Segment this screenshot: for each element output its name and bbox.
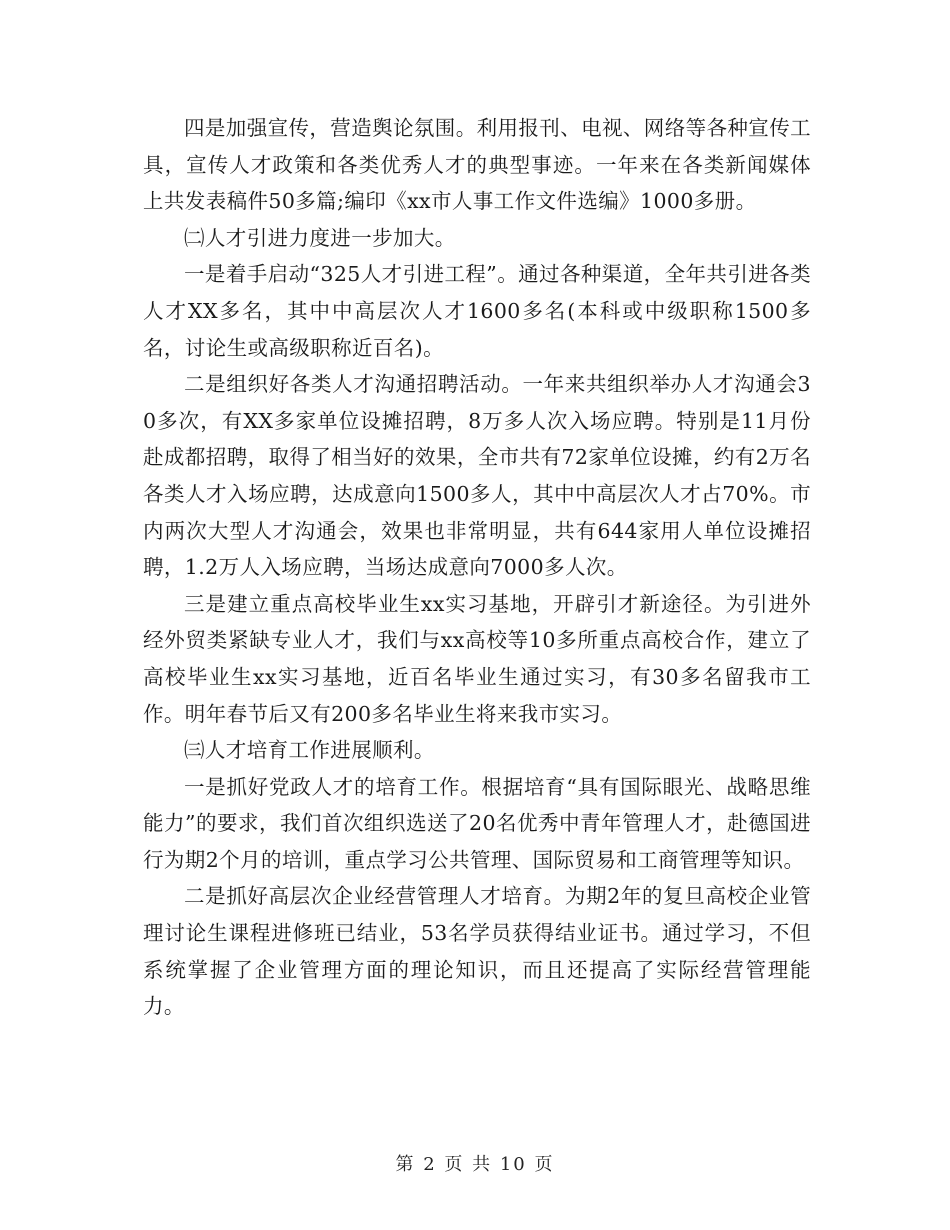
paragraph-recruitment-events: 二是组织好各类人才沟通招聘活动。一年来共组织举办人才沟通会30多次，有XX多家单位设摊招聘，8万多人次入场应聘。特别是11月份赴成都招聘，取得了相当好的效果，全市共有72家单位设摊，约有2万名各类人才入场应聘，达成意向1500多人，其中中高层次人才占70%。市内两次大型人才沟通会，效果也非常明显，共有644家用人单位设摊招聘，1.2万人入场应聘，当场达成意向7000多人次。 [143, 372, 811, 580]
paragraph-party-talent-training: 一是抓好党政人才的培育工作。根据培育“具有国际眼光、战略思维能力”的要求，我们首次组织选送了20名优秀中青年管理人才，赴德国进行为期2个月的培训，重点学习公共管理、国际贸易和工商管理等知识。 [143, 774, 811, 872]
page-footer: 第 2 页 共 10 页 [395, 1154, 555, 1175]
paragraph-enterprise-management-training: 二是抓好高层次企业经营管理人才培育。为期2年的复旦高校企业管理讨论生课程进修班已结业，53名学员获得结业证书。通过学习，不但系统掌握了企业管理方面的理论知识，而且还提高了实际经营管理能力。 [143, 884, 811, 1019]
section-heading-talent-introduction: ㈡人才引进力度进一步加大。 [184, 225, 456, 250]
document-body [143, 110, 811, 1025]
section-heading-talent-training: ㈢人才培育工作进展顺利。 [184, 738, 435, 763]
paragraph-325-project: 一是着手启动“325人才引进工程”。通过各种渠道，全年共引进各类人才XX多名，其中中高层次人才1600多名(本科或中级职称1500多名，讨论生或高级职称近百名)。 [143, 262, 811, 360]
paragraph-internship-base: 三是建立重点高校毕业生xx实习基地，开辟引才新途径。为引进外经外贸类紧缺专业人才，我们与xx高校等10多所重点高校合作，建立了高校毕业生xx实习基地，近百名毕业生通过实习，有30多名留我市工作。明年春节后又有200多名毕业生将来我市实习。 [143, 591, 811, 726]
paragraph-publicity: 四是加强宣传，营造舆论氛围。利用报刊、电视、网络等各种宣传工具，宣传人才政策和各类优秀人才的典型事迹。一年来在各类新闻媒体上共发表稿件50多篇;编印《xx市人事工作文件选编》1000多册。 [143, 116, 811, 214]
